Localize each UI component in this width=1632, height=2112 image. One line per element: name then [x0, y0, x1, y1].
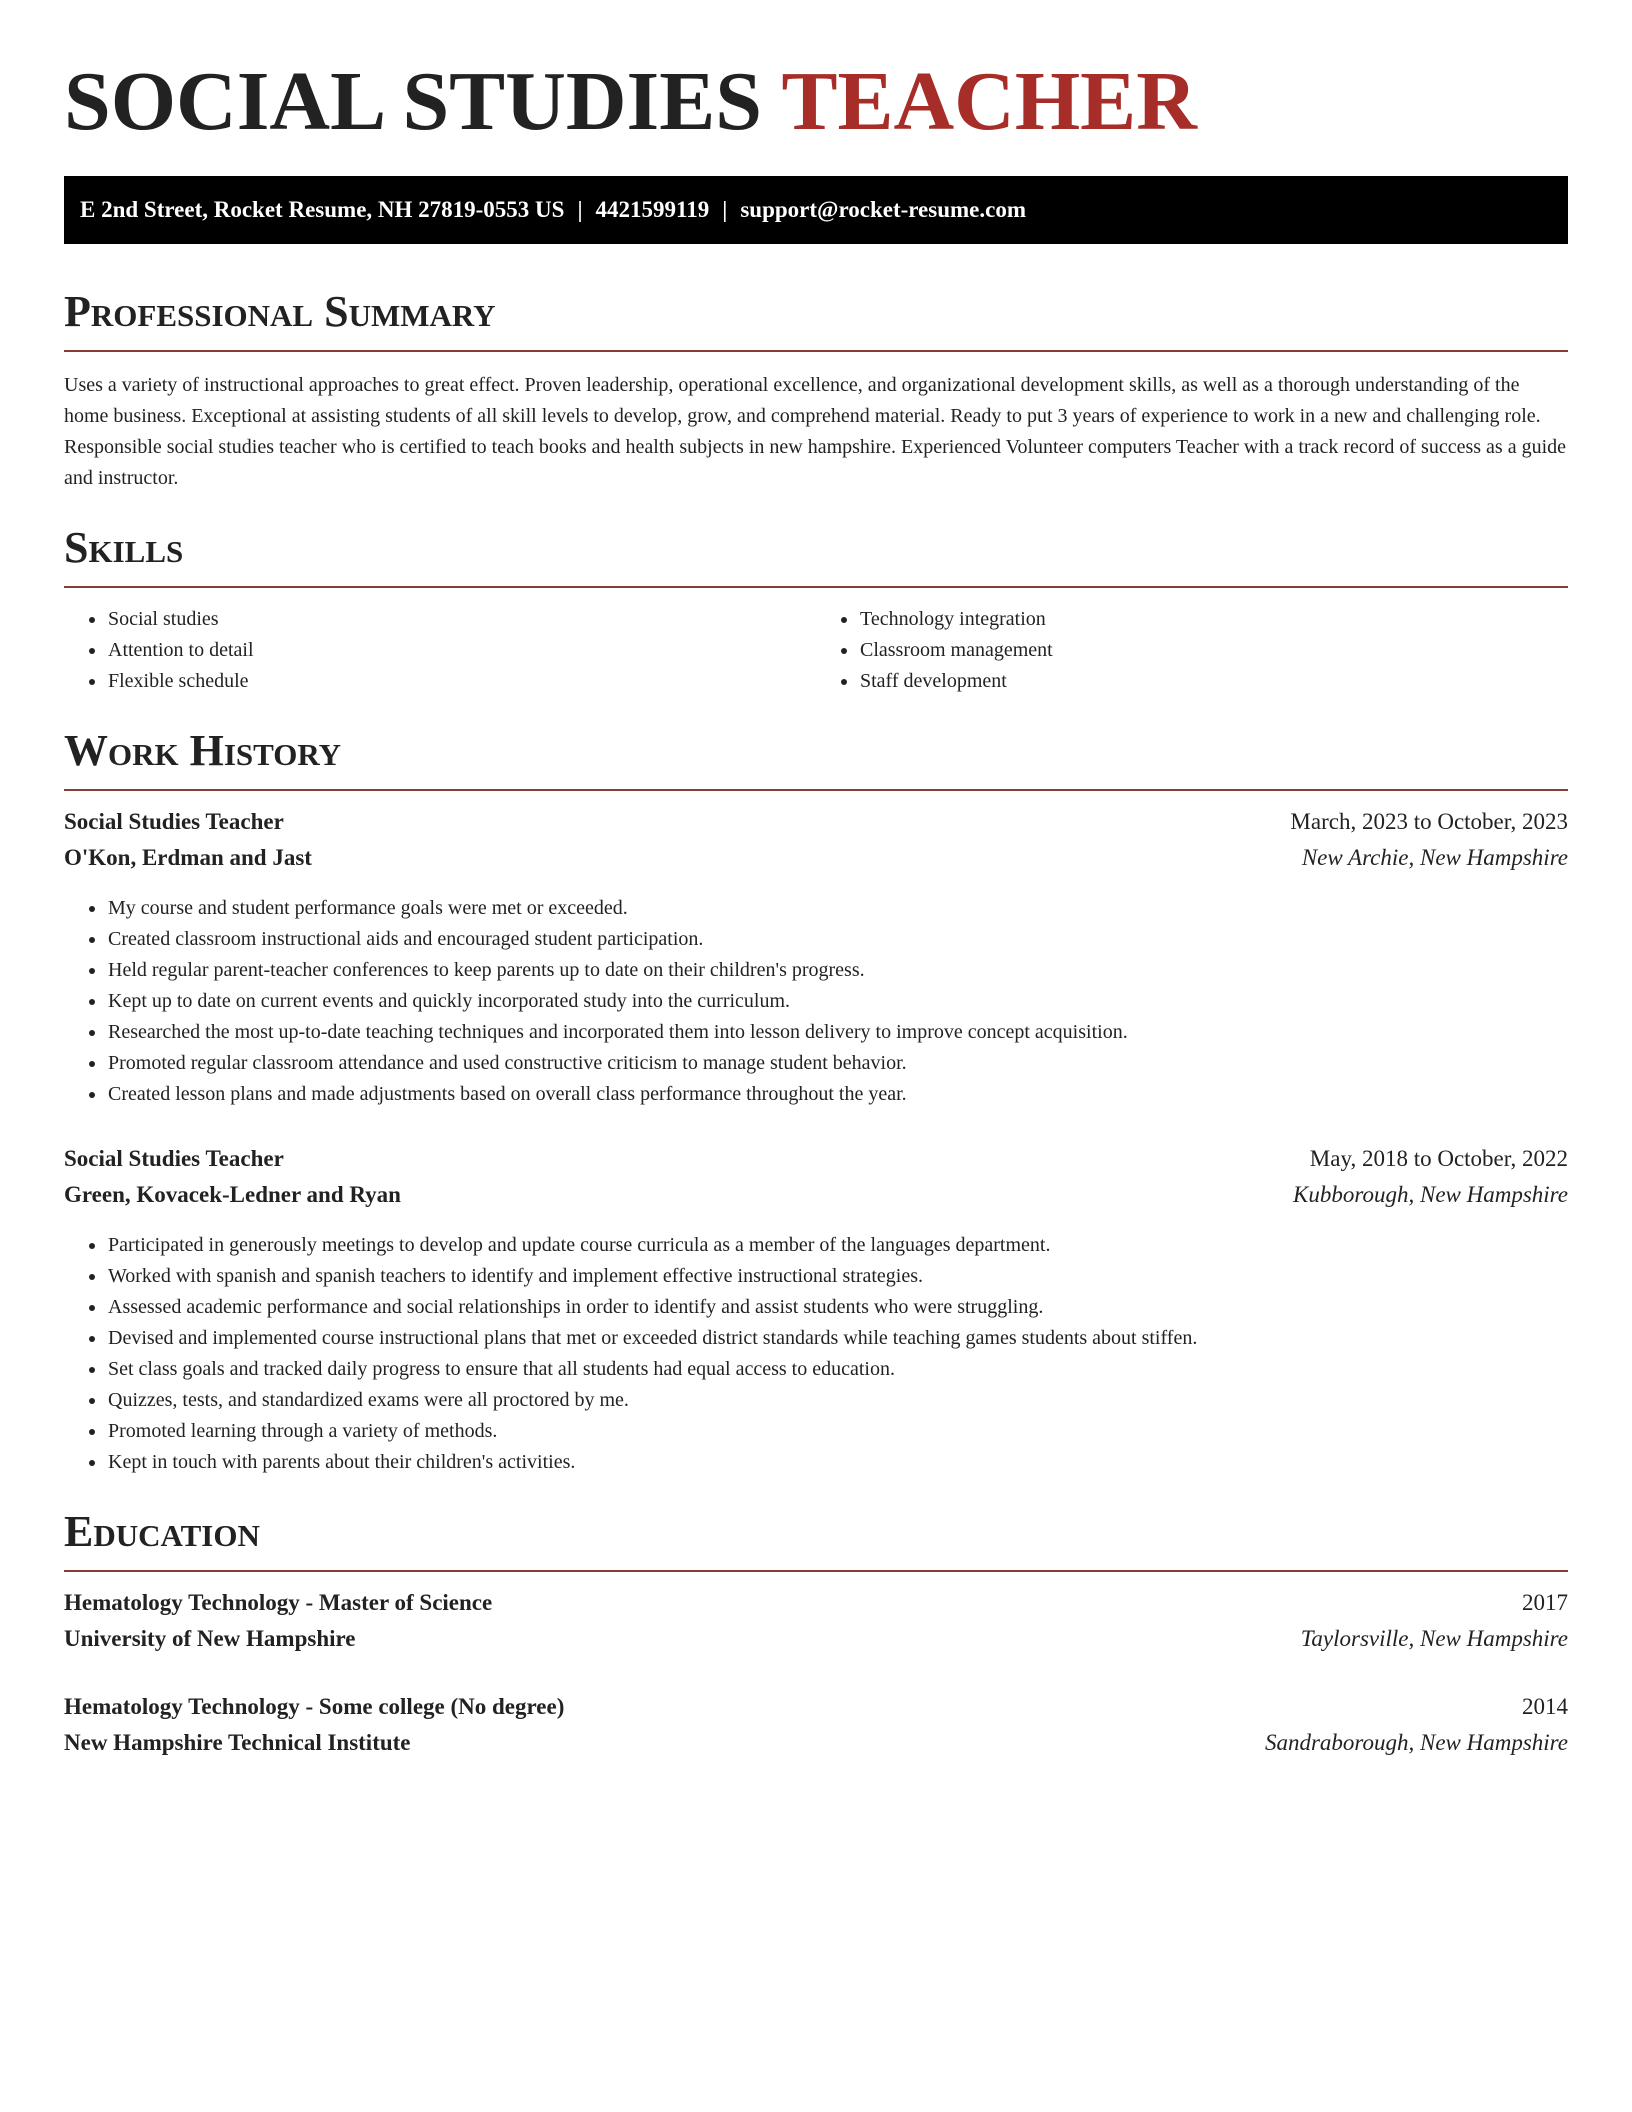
education-degree-row: [64, 1590, 1568, 1626]
section-divider: [64, 1570, 1568, 1572]
education-school-row: [64, 1626, 1568, 1662]
contact-email[interactable]: support@rocket-resume.com: [740, 197, 1026, 222]
job-bullet: • Kept up to date on current events and quickly incorporated study into the curriculum.: [107, 986, 1568, 1017]
job-company-row: [64, 845, 1568, 881]
skill-item: • Attention to detail: [107, 635, 816, 666]
job-bullet: • My course and student performance goals were met or exceeded.: [107, 893, 1568, 924]
job-location: New Archie, New Hampshire: [1301, 845, 1568, 870]
section-divider: [64, 789, 1568, 791]
job-company: O'Kon, Erdman and Jast: [64, 845, 312, 870]
job-header-row: [64, 809, 1568, 845]
title-accent: TEACHER: [781, 55, 1197, 148]
education-degree: Hematology Technology - Master of Science: [64, 1590, 493, 1615]
summary-heading: Professional Summary: [64, 287, 496, 336]
education-school: New Hampshire Technical Institute: [64, 1730, 411, 1755]
job-bullet: • Quizzes, tests, and standardized exams were all proctored by me.: [107, 1385, 1568, 1416]
education-school: University of New Hampshire: [64, 1626, 356, 1651]
contact-separator: |: [577, 197, 583, 222]
job-bullet: • Worked with spanish and spanish teachers to identify and implement effective instructional strategies.: [107, 1261, 1568, 1292]
job-title: Social Studies Teacher: [64, 1146, 284, 1171]
job-bullet: • Held regular parent-teacher conferences to keep parents up to date on their children's progress.: [107, 955, 1568, 986]
job-bullet: • Created classroom instructional aids and encouraged student participation.: [107, 924, 1568, 955]
job-entry: [64, 809, 1568, 1110]
contact-bar: [64, 176, 1568, 244]
skills-list-right: [816, 604, 1568, 697]
job-bullet: • Kept in touch with parents about their children's activities.: [107, 1447, 1568, 1478]
contact-address: E 2nd Street, Rocket Resume, NH 27819-0553 US: [80, 197, 565, 222]
section-divider: [64, 586, 1568, 588]
job-dates: May, 2018 to October, 2022: [1309, 1146, 1568, 1171]
job-title: Social Studies Teacher: [64, 809, 284, 834]
skills-heading: Skills: [64, 523, 184, 572]
job-company-row: [64, 1182, 1568, 1218]
education-degree-row: [64, 1694, 1568, 1730]
skill-item: • Flexible schedule: [107, 666, 816, 697]
job-entry: [64, 1146, 1568, 1478]
title-main: SOCIAL STUDIES: [64, 55, 762, 148]
resume-title: [64, 0, 1568, 152]
job-company: Green, Kovacek-Ledner and Ryan: [64, 1182, 401, 1207]
section-divider: [64, 350, 1568, 352]
job-bullet: • Assessed academic performance and social relationships in order to identify and assist students who were struggling.: [107, 1292, 1568, 1323]
job-header-row: [64, 1146, 1568, 1182]
education-location: Sandraborough, New Hampshire: [1264, 1730, 1568, 1755]
job-dates: March, 2023 to October, 2023: [1290, 809, 1568, 834]
job-bullets: [64, 1230, 1568, 1478]
contact-phone[interactable]: 4421599119: [595, 197, 710, 222]
skills-list-left: [64, 604, 816, 697]
education-year: 2014: [1522, 1694, 1568, 1719]
skills-columns: [64, 604, 1568, 697]
job-bullet: • Researched the most up-to-date teaching techniques and incorporated them into lesson delivery to improve concept acquisition.: [107, 1017, 1568, 1048]
skill-item: • Staff development: [859, 666, 1568, 697]
skill-item: • Classroom management: [859, 635, 1568, 666]
job-location: Kubborough, New Hampshire: [1293, 1182, 1568, 1207]
contact-separator: |: [722, 197, 728, 222]
skills-section: [64, 520, 1568, 697]
education-heading: Education: [64, 1507, 260, 1556]
education-location: Taylorsville, New Hampshire: [1300, 1626, 1568, 1651]
skill-item: • Social studies: [107, 604, 816, 635]
summary-section: [64, 284, 1568, 494]
work-section: [64, 723, 1568, 1478]
education-degree: Hematology Technology - Some college (No degree): [64, 1694, 565, 1719]
job-bullet: • Created lesson plans and made adjustments based on overall class performance throughout the year.: [107, 1079, 1568, 1110]
work-heading: Work History: [64, 726, 342, 775]
education-year: 2017: [1522, 1590, 1568, 1615]
education-section: [64, 1504, 1568, 1766]
job-bullet: • Set class goals and tracked daily progress to ensure that all students had equal access to education.: [107, 1354, 1568, 1385]
job-bullet: • Promoted learning through a variety of methods.: [107, 1416, 1568, 1447]
resume-page: [64, 0, 1568, 1766]
job-bullet: • Promoted regular classroom attendance and used constructive criticism to manage student behavior.: [107, 1048, 1568, 1079]
job-bullet: • Devised and implemented course instructional plans that met or exceeded district standards while teaching games students about stiffen.: [107, 1323, 1568, 1354]
skill-item: • Technology integration: [859, 604, 1568, 635]
job-bullets: [64, 893, 1568, 1110]
job-bullet: • Participated in generously meetings to develop and update course curricula as a member of the languages department.: [107, 1230, 1568, 1261]
education-entry: [64, 1590, 1568, 1662]
summary-text: Uses a variety of instructional approaches to great effect. Proven leadership, operational excellence, and organizational development skills, as well as a thorough understanding of the home business. Exceptional at assisting students of all skill levels to develop, grow, and comprehend material. Ready to put 3 years of experience to work in a new and challenging role. Responsible social studies teacher who is certified to teach books and health subjects in new hampshire. Experienced Volunteer computers Teacher with a track record of success as a guide and instructor.: [64, 374, 1567, 489]
education-school-row: [64, 1730, 1568, 1766]
education-entry: [64, 1694, 1568, 1766]
